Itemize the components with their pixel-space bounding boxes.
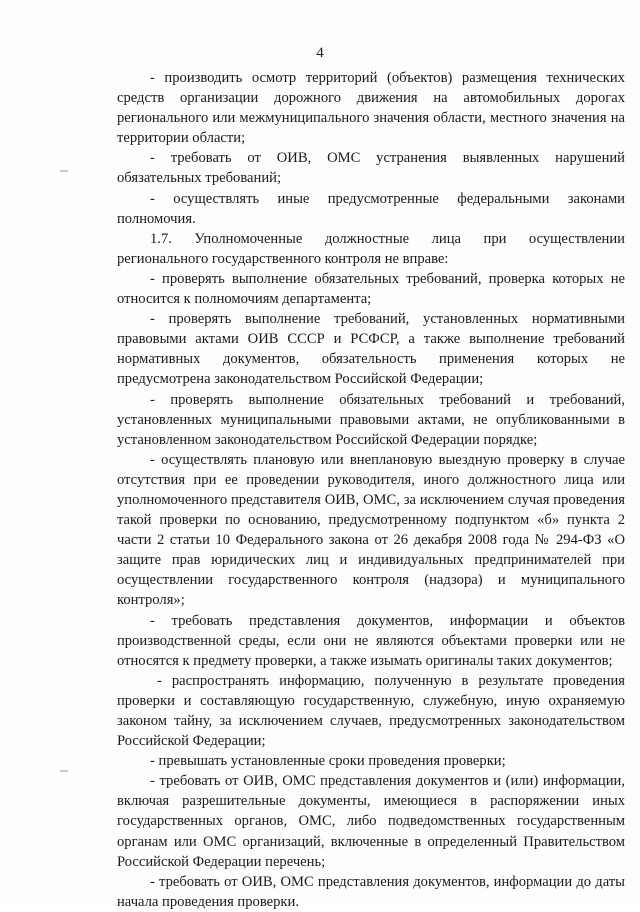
scan-edge-mark: [60, 170, 68, 172]
document-body: [117, 68, 625, 912]
paragraph-require-permits: - требовать от ОИВ, ОМС представления документов и (или) информации, включая разрешительные документы, имеющиеся в распоряжении иных государственных органов, ОМС, либо подведомственных государственным органам или ОМС организаций, включенные в определенный Правительством Российской Федерации перечень;: [117, 773, 625, 870]
paragraph-inspect-territories: - производить осмотр территорий (объектов) размещения технических средств организации дорожного движения на автомобильных дорогах регионального или межмуниципального значения области, местного значения на территории области;: [117, 70, 625, 147]
paragraph-require-elimination: - требовать от ОИВ, ОМС устранения выявленных нарушений обязательных требований;: [117, 150, 625, 187]
scan-edge-mark: [60, 770, 68, 772]
paragraph-exceed-terms: - превышать установленные сроки проведения проверки;: [150, 753, 506, 770]
paragraph-ussr-acts: - проверять выполнение требований, установленных нормативными правовыми актами ОИВ СССР и РСФСР, а также выполнение требований нормативных документов, обязательность применения которых не предусмотрена законодательством Российской Федерации;: [117, 311, 625, 388]
paragraph-other-powers: - осуществлять иные предусмотренные федеральными законами полномочия.: [117, 190, 625, 227]
paragraph-disclose-information: - распространять информацию, полученную в результате проведения проверки и составляющую государственную, служебную, иную охраняемую законом тайну, за исключением случаев, предусмотренных законодательством Российской Федерации;: [117, 672, 625, 750]
paragraph-request-documents: - требовать представления документов, информации и объектов производственной среды, если они не являются объектами проверки или не относятся к предмету проверки, а также изымать оригиналы таких документов;: [117, 612, 625, 669]
paragraph-unpublished-acts: - проверять выполнение обязательных требований и требований, установленных муниципальными правовыми актами, не опубликованными в установленном законодательством Российской Федерации порядке;: [117, 391, 625, 448]
paragraph-on-site-inspection: - осуществлять плановую или внеплановую выездную проверку в случае отсутствия при ее проведении руководителя, иного должностного лица или уполномоченного представителя ОИВ, ОМС, за исключением случая проведения такой проверки по основанию, предусмотренному подпунктом «б» пункта 2 части 2 статьи 10 Федерального закона от 26 декабря 2008 года № 294-ФЗ «О защите прав юридических лиц и индивидуальных предпринимателей при осуществлении государственного контроля (надзора) и муниципального контроля»;: [117, 451, 625, 609]
paragraph-before-start: - требовать от ОИВ, ОМС представления документов, информации до даты начала проведения проверки.: [117, 873, 625, 910]
paragraph-section-1-7: 1.7. Уполномоченные должностные лица при осуществлении регионального государственного контроля не вправе:: [117, 230, 625, 267]
paragraph-check-requirements: - проверять выполнение обязательных требований, проверка которых не относится к полномочиям департамента;: [117, 270, 625, 308]
page-number: 4: [316, 45, 324, 61]
